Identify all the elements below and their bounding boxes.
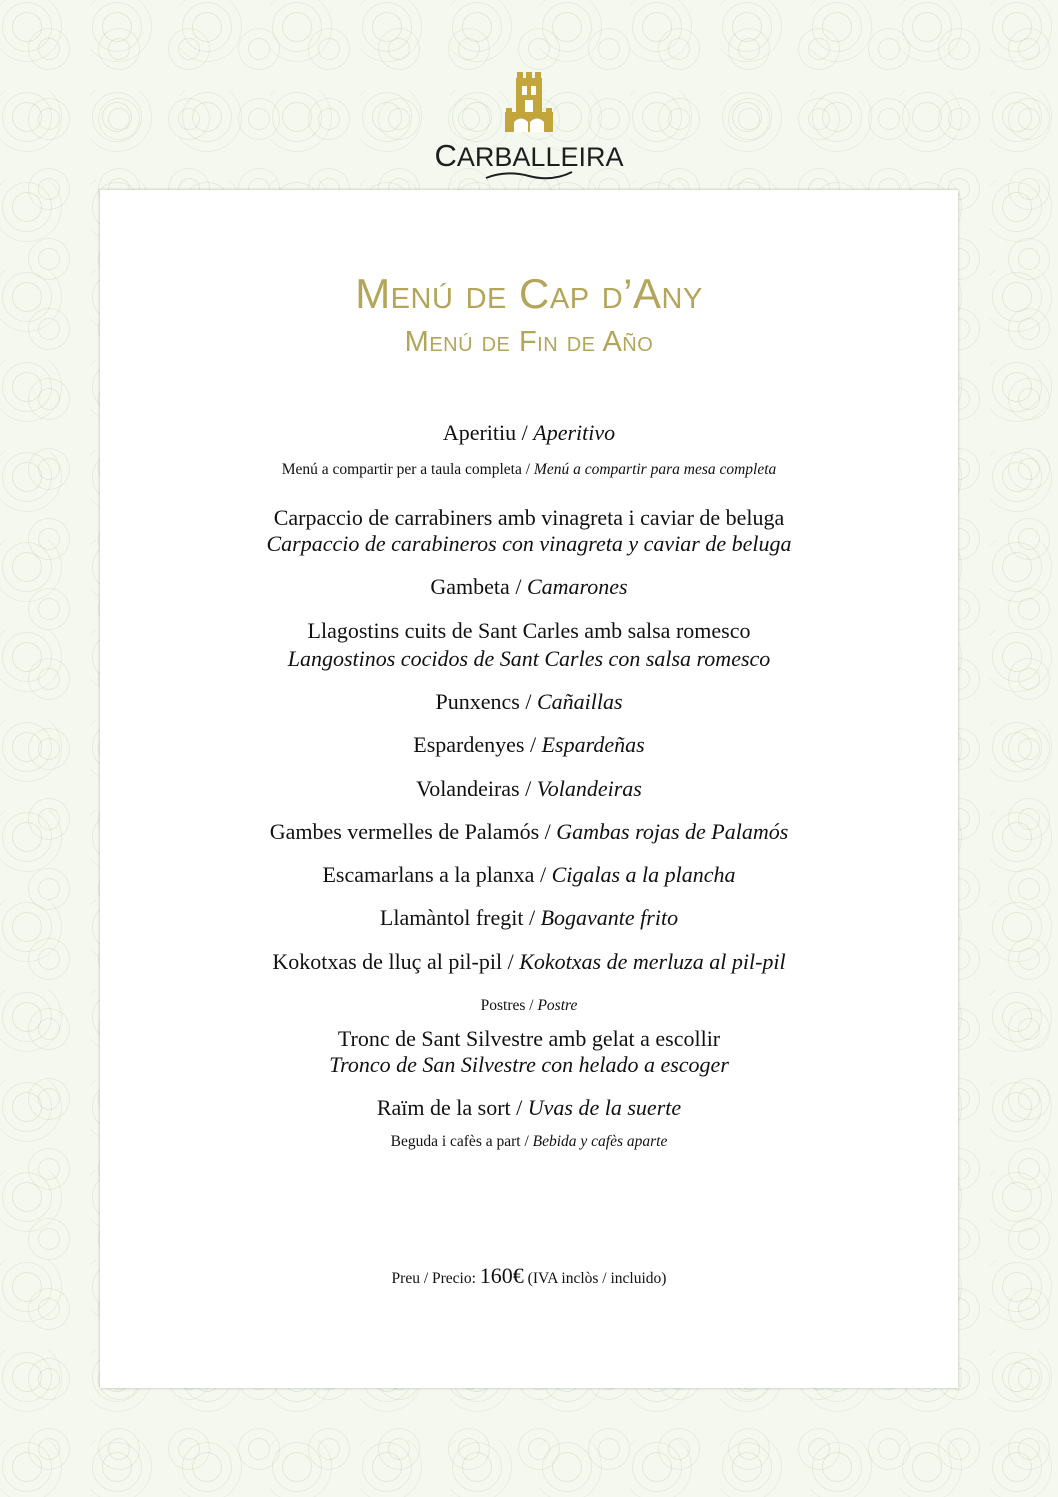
dish-volandeiras: Volandeiras / Volandeiras: [416, 776, 642, 801]
dish-escamarlans: Escamarlans a la planxa / Cigalas a la plancha: [322, 862, 736, 887]
dish-raim: Raïm de la sort / Uvas de la suerte: [376, 1095, 682, 1120]
dish-gambes: Gambes vermelles de Palamós / Gambas rojas de Palamós: [269, 819, 789, 844]
dish-tronc-ca: Tronc de Sant Silvestre amb gelat a escollir: [337, 1026, 721, 1051]
brand-wordmark: CARBALLEIRA: [434, 138, 624, 173]
dish-kokotxas: Kokotxas de lluç al pil-pil / Kokotxas de merluza al pil-pil: [272, 949, 786, 974]
dish-carpaccio-es: Carpaccio de carabineros con vinagreta y caviar de beluga: [266, 531, 792, 556]
menu-subtitle: Menú de Fin de Año: [404, 326, 654, 358]
dish-llagostins-es: Langostinos cocidos de Sant Carles con salsa romesco: [287, 646, 771, 671]
drinks-note: Beguda i cafès a part / Bebida y cafès aparte: [390, 1133, 668, 1150]
dish-llamantol: Llamàntol fregit / Bogavante frito: [379, 905, 679, 930]
castle-tower-icon: [504, 72, 554, 134]
menu-title: Menú de Cap d’Any: [355, 270, 703, 317]
dish-punxencs: Punxencs / Cañaillas: [435, 689, 623, 714]
price-line: [100, 1263, 958, 1289]
dish-llagostins-ca: Llagostins cuits de Sant Carles amb salsa romesco: [307, 618, 751, 643]
course-postres: Postres / Postre: [480, 997, 578, 1014]
course-aperitiu: Aperitiu / Aperitivo: [442, 420, 616, 445]
logo: [0, 72, 1058, 182]
share-note: Menú a compartir per a taula completa / Menú a compartir para mesa completa: [281, 461, 777, 478]
price-amount: 160€: [479, 1263, 524, 1288]
price-label: Preu / Precio:: [391, 1270, 476, 1287]
menu-panel: [100, 190, 958, 1388]
dish-carpaccio-ca: Carpaccio de carrabiners amb vinagreta i caviar de beluga: [273, 505, 785, 530]
dish-tronc-es: Tronco de San Silvestre con helado a escoger: [329, 1052, 729, 1077]
dish-gambeta: Gambeta / Camarones: [430, 574, 628, 599]
dish-espardenyes: Espardenyes / Espardeñas: [413, 732, 645, 757]
price-vat: (IVA inclòs / incluido): [527, 1270, 667, 1287]
